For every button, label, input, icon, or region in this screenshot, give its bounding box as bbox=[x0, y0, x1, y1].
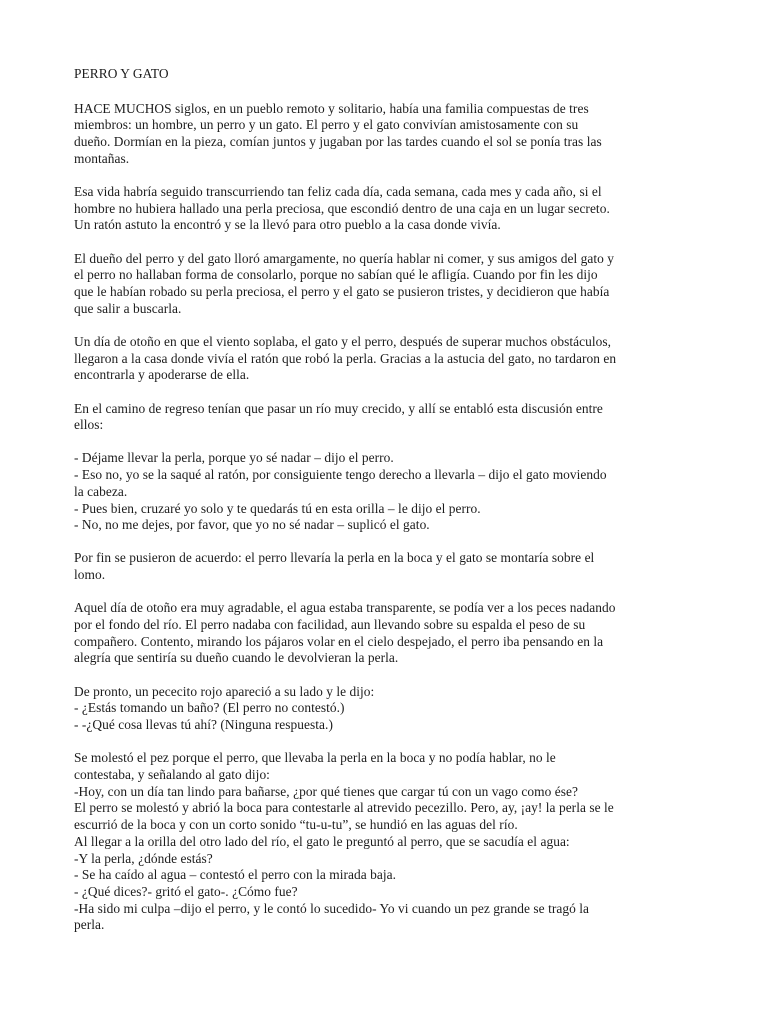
text-line: Por fin se pusieron de acuerdo: el perro llevaría la perla en la boca y el gato se montaría sobre el bbox=[74, 550, 595, 566]
text-line: - -¿Qué cosa llevas tú ahí? (Ninguna respuesta.) bbox=[74, 717, 333, 733]
text-line: Un ratón astuto la encontró y se la llevó para otro pueblo a la casa donde vivía. bbox=[74, 217, 501, 233]
text-line: Aquel día de otoño era muy agradable, el agua estaba transparente, se podía ver a los peces nadando bbox=[74, 600, 616, 616]
text-line: por el fondo del río. El perro nadaba con facilidad, aun llevando sobre su espalda el peso de su bbox=[74, 617, 586, 633]
text-line: - Pues bien, cruzaré yo solo y te quedarás tú en esta orilla – le dijo el perro. bbox=[74, 500, 481, 516]
text-line: - No, no me dejes, por favor, que yo no sé nadar – suplicó el gato. bbox=[74, 517, 430, 533]
text-line: HACE MUCHOS siglos, en un pueblo remoto y solitario, había una familia compuestas de tres bbox=[74, 100, 589, 116]
text-line: contestaba, y señalando al gato dijo: bbox=[74, 767, 270, 782]
text-line: montañas. bbox=[74, 150, 130, 166]
text-line: alegría que sentiría su dueño cuando le devolvieran la perla. bbox=[74, 650, 399, 666]
text-line: ellos: bbox=[74, 417, 104, 433]
paragraph bbox=[74, 550, 698, 583]
text-line: De pronto, un pececito rojo apareció a su lado y le dijo: bbox=[74, 683, 375, 699]
text-line: - Se ha caído al agua – contestó el perro con la mirada baja. bbox=[74, 867, 397, 883]
text-line: -Ha sido mi culpa –dijo el perro, y le contó lo sucedido- Yo vi cuando un pez grande se tragó la bbox=[74, 900, 590, 916]
text-line: hombre no hubiera hallado una perla preciosa, que escondió dentro de una caja en un lugar secreto. bbox=[74, 200, 610, 216]
text-line: el perro no hallaban forma de consolarlo, porque no sabían qué le afligía. Cuando por fin les dijo bbox=[74, 267, 598, 283]
text-line: - Eso no, yo se la saqué al ratón, por consiguiente tengo derecho a llevarla – dijo el gato moviendo bbox=[74, 467, 607, 483]
text-line: El dueño del perro y del gato lloró amargamente, no quería hablar ni comer, y sus amigos del gato y bbox=[74, 250, 615, 266]
text-line: Un día de otoño en que el viento soplaba, el gato y el perro, después de superar muchos obstáculos, bbox=[74, 333, 612, 349]
text-line: llegaron a la casa donde vivía el ratón que robó la perla. Gracias a la astucia del gato, no tardaron en bbox=[74, 350, 617, 366]
paragraph bbox=[74, 401, 698, 434]
text-line: escurrió de la boca y con un corto sonido “tu-u-tu”, se hundió en las aguas del río. bbox=[74, 817, 518, 833]
document-title: PERRO Y GATO bbox=[74, 66, 169, 81]
text-line: miembros: un hombre, un perro y un gato. El perro y el gato convivían amistosamente con su bbox=[74, 117, 579, 133]
paragraph bbox=[74, 600, 698, 667]
text-line: En el camino de regreso tenían que pasar un río muy crecido, y allí se entabló esta discusión entre bbox=[74, 400, 603, 416]
text-line: perla. bbox=[74, 917, 105, 933]
paragraph bbox=[74, 334, 698, 384]
text-line: -Hoy, con un día tan lindo para bañarse, ¿por qué tienes que cargar tú con un vago como ése? bbox=[74, 783, 578, 799]
text-line: lomo. bbox=[74, 567, 106, 583]
text-line: la cabeza. bbox=[74, 483, 128, 499]
paragraph bbox=[74, 450, 698, 534]
text-line: - ¿Qué dices?- gritó el gato-. ¿Cómo fue? bbox=[74, 883, 298, 899]
document-page bbox=[74, 66, 698, 934]
text-line: dueño. Dormían en la pieza, comían juntos y jugaban por las tardes cuando el sol se ponía tras las bbox=[74, 134, 602, 150]
text-line: que le habían robado su perla preciosa, el perro y el gato se pusieron tristes, y decidieron que había bbox=[74, 284, 610, 300]
text-line: Esa vida habría seguido transcurriendo tan feliz cada día, cada semana, cada mes y cada año, si el bbox=[74, 184, 602, 200]
text-line: Al llegar a la orilla del otro lado del río, el gato le preguntó al perro, que se sacudía el agua: bbox=[74, 833, 570, 849]
text-line: -Y la perla, ¿dónde estás? bbox=[74, 850, 213, 866]
paragraph bbox=[74, 101, 698, 168]
text-line: - Déjame llevar la perla, porque yo sé nadar – dijo el perro. bbox=[74, 450, 394, 466]
document-body bbox=[74, 101, 698, 934]
paragraph bbox=[74, 684, 698, 734]
text-line: compañero. Contento, mirando los pájaros volar en el cielo despejado, el perro iba pensando en la bbox=[74, 633, 604, 649]
text-line: - ¿Estás tomando un baño? (El perro no contestó.) bbox=[74, 700, 345, 716]
text-line: El perro se molestó y abrió la boca para contestarle al atrevido pecezillo. Pero, ay, ¡ay! la perla se le bbox=[74, 800, 614, 816]
paragraph bbox=[74, 251, 698, 318]
paragraph bbox=[74, 750, 698, 934]
text-line: encontrarla y apoderarse de ella. bbox=[74, 367, 250, 383]
text-line: que salir a buscarla. bbox=[74, 300, 182, 316]
text-line: Se molestó el pez porque el perro, que llevaba la perla en la boca y no podía hablar, no le bbox=[74, 750, 556, 766]
paragraph bbox=[74, 184, 698, 234]
